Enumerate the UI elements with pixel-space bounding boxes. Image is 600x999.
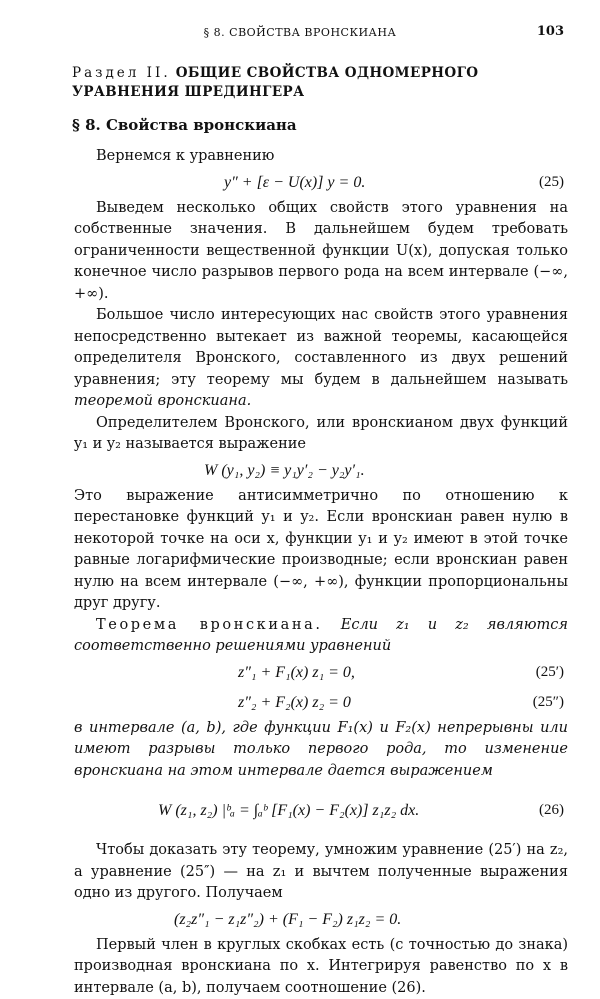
page-number: 103 — [537, 24, 564, 39]
equation-25-prime-formula: z″₁ + F₁(x) z₁ = 0, — [238, 662, 355, 684]
equation-25-number: (25) — [539, 172, 564, 194]
paragraph-7: Чтобы доказать эту теорему, умножим уравнение (25′) на z₂, а уравнение (25″) — на z₁ и вычтем полученные выражения одно из другого. Получаем — [74, 840, 568, 905]
section-heading: § 8. Свойства вронскиана — [72, 116, 297, 134]
equation-25-prime — [74, 658, 568, 688]
paragraph-2: Выведем несколько общих свойств этого уравнения на собственные значения. В дальнейшем будем требовать ограниченности вещественной функции U(x), допуская только конечное число разрывов первого рода на всем интервале (−∞, +∞). — [74, 198, 568, 306]
equation-difference — [74, 905, 568, 935]
equation-wronskian — [74, 456, 568, 486]
paragraph-8: Первый член в круглых скобках есть (с точностью до знака) производная вронскиана по x. Интегрируя равенство по x в интервале (a, b), получаем соотношение (26). — [74, 935, 568, 999]
equation-26-number: (26) — [539, 800, 564, 822]
equation-wronskian-formula: W (y₁, y₂) ≡ y₁y′₂ − y₂y′₁. — [204, 460, 365, 482]
paragraph-5: Это выражение антисимметрично по отношению к перестановке функций y₁ и y₂. Если вронскиан равен нулю в некоторой точке на оси x, функции y₁ и y₂ имеют в этой точке равные логарифмические производные; если вронскиан равен нулю на всем интервале (−∞, +∞), функции пропорциональны друг другу. — [74, 486, 568, 615]
part-heading — [72, 64, 572, 102]
equation-difference-formula: (z₂z″₁ − z₁z″₂) + (F₁ − F₂) z₁z₂ = 0. — [174, 909, 401, 931]
paragraph-6: в интервале (a, b), где функции F₁(x) и F₂(x) непрерывны или имеют разрывы только первого рода, то изменение вронскиана на этом интервале дается выражением — [74, 718, 568, 783]
running-head: § 8. СВОЙСТВА ВРОНСКИАНА — [0, 26, 600, 39]
equation-25 — [74, 168, 568, 198]
theorem-name-italic: теоремой вронскиана. — [74, 393, 251, 409]
equation-25-double-prime-number: (25″) — [533, 692, 564, 714]
equation-26 — [74, 782, 568, 840]
paragraph-1: Вернемся к уравнению — [74, 146, 568, 168]
paragraph-3 — [74, 305, 568, 413]
equation-26-formula: W (z₁, z₂) |ᵇₐ = ∫ₐᵇ [F₁(x) − F₂(x)] z₁z₂ dx. — [158, 800, 419, 822]
paragraph-3-text: Большое число интересующих нас свойств этого уравнения непосредственно вытекает из важной теоремы, касающейся определителя Вронского, составленного из двух решений уравнения; эту теорему мы будем в дальнейшем называть — [74, 307, 568, 388]
theorem-text: Если z₁ и z₂ являются соответственно решениями уравнений — [74, 617, 568, 655]
equation-25-prime-number: (25′) — [536, 662, 564, 684]
theorem-label: Теорема вронскиана. — [96, 617, 323, 633]
paragraph-4: Определителем Вронского, или вронскианом двух функций y₁ и y₂ называется выражение — [74, 413, 568, 456]
part-title: ОБЩИЕ СВОЙСТВА ОДНОМЕРНОГО УРАВНЕНИЯ ШРЕДИНГЕРА — [72, 65, 478, 100]
part-prefix: Раздел II. — [72, 65, 171, 81]
theorem-statement — [74, 615, 568, 658]
equation-25-formula: y″ + [ε − U(x)] y = 0. — [224, 172, 365, 194]
equation-25-double-prime — [74, 688, 568, 718]
equation-25-double-prime-formula: z″₂ + F₂(x) z₂ = 0 — [238, 692, 351, 714]
body-text — [74, 146, 568, 999]
